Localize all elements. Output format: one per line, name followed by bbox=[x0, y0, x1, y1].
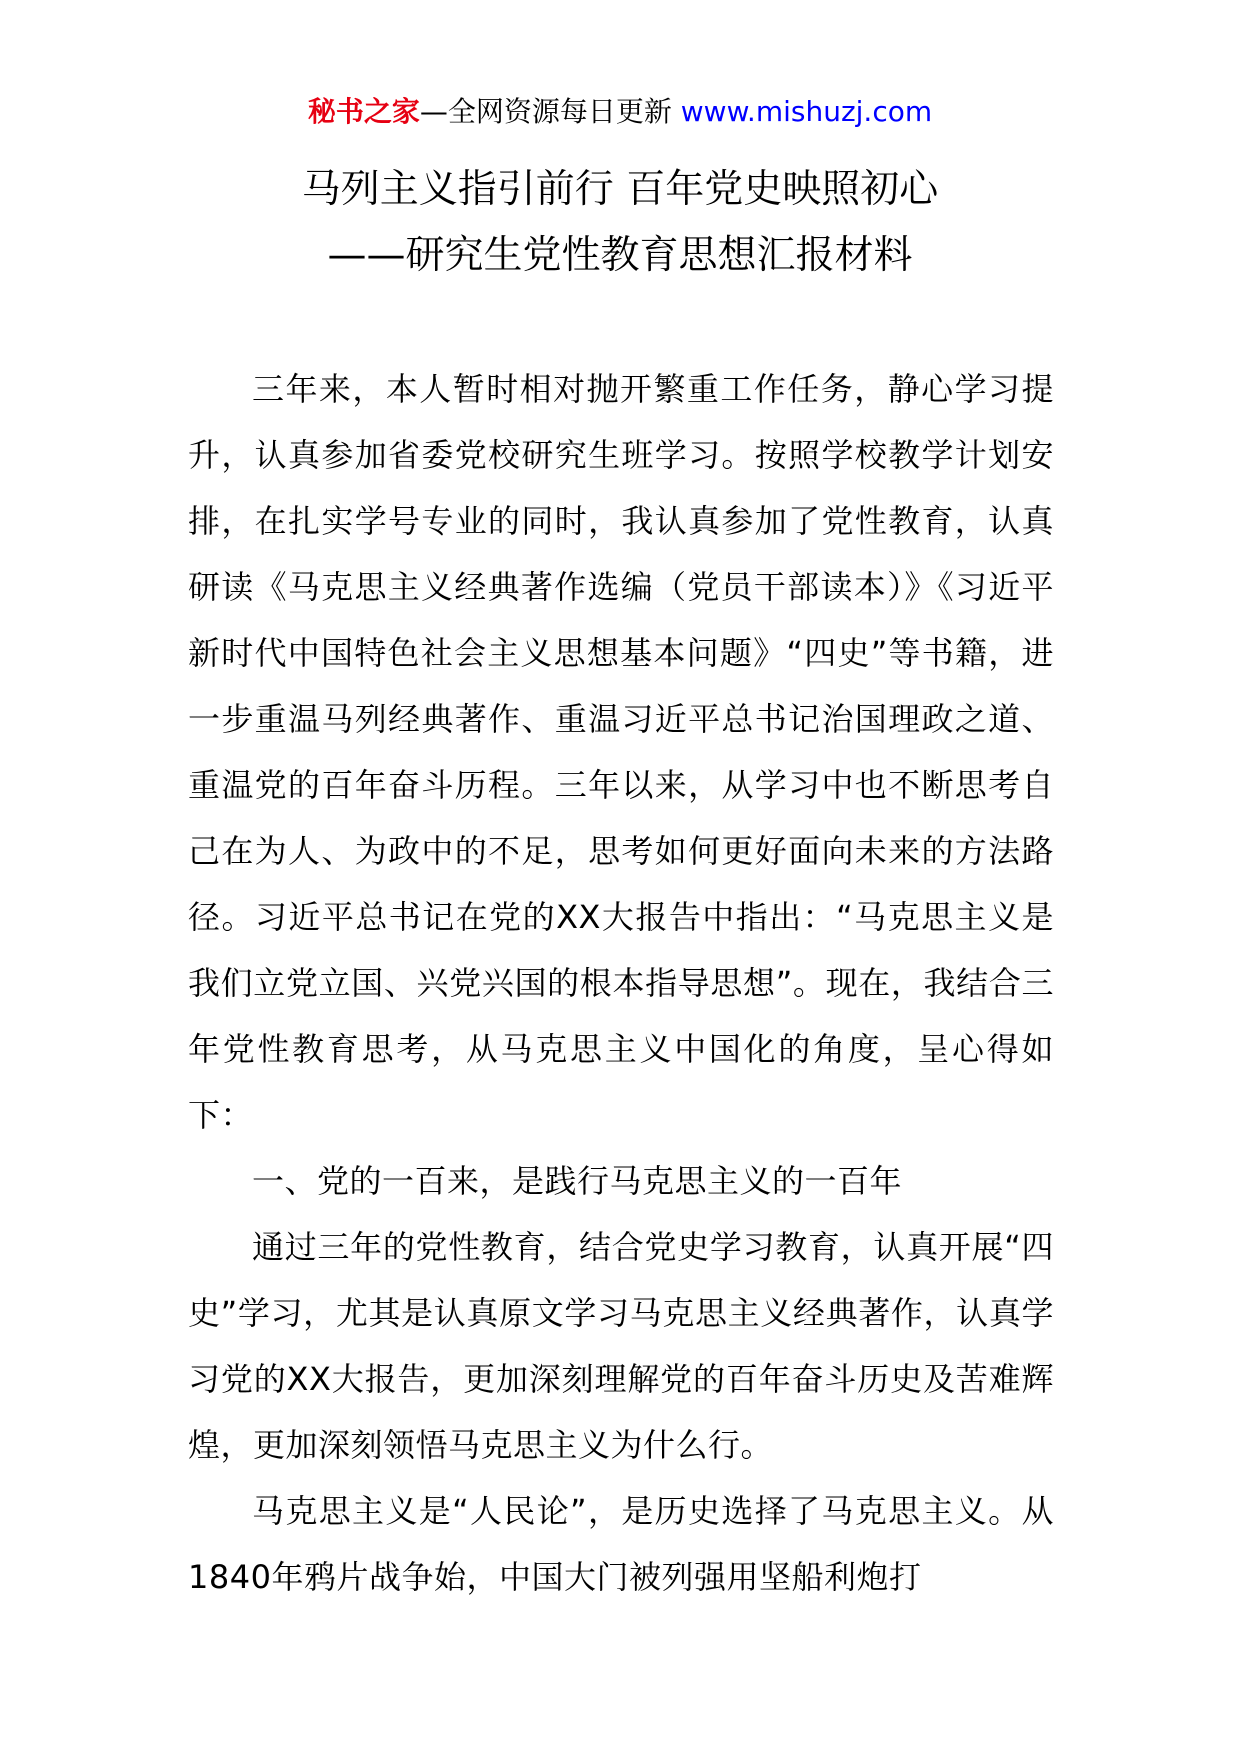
paragraph-section1-b: 马克思主义是“人民论”，是历史选择了马克思主义。从1840年鸦片战争始，中国大门被列强用坚船利炮打 bbox=[188, 1492, 1054, 1596]
brand-name: 秘书之家 bbox=[307, 95, 420, 128]
header-tagline: —全网资源每日更新 bbox=[419, 95, 681, 128]
paragraph-intro: 三年来，本人暂时相对抛开繁重工作任务，静心学习提升，认真参加省委党校研究生班学习。按照学校教学计划安排，在扎实学号专业的同时，我认真参加了党性教育，认真研读《马克思主义经典著作选编（党员干部读本）》《习近平新时代中国特色社会主义思想基本问题》“四史”等书籍，进一步重温马列经典著作、重温习近平总书记治国理政之道、重温党的百年奋斗历程。三年以来，从学习中也不断思考自己在为人、为政中的不足，思考如何更好面向未来的方法路径。习近平总书记在党的XX大报告中指出：“马克思主义是我们立党立国、兴党兴国的根本指导思想”。现在，我结合三年党性教育思考，从马克思主义中国化的角度，呈心得如下： bbox=[188, 370, 1054, 1134]
document-title: 马列主义指引前行 百年党史映照初心 bbox=[301, 167, 939, 212]
document-body bbox=[188, 356, 1054, 1610]
site-header bbox=[0, 92, 1240, 132]
paragraph-section1-a: 通过三年的党性教育，结合党史学习教育，认真开展“四史”学习，尤其是认真原文学习马克思主义经典著作，认真学习党的XX大报告，更加深刻理解党的百年奋斗历史及苦难辉煌，更加深刻领悟马克思主义为什么行。 bbox=[188, 1228, 1054, 1464]
section-heading-1: 一、党的一百来，是践行马克思主义的一百年 bbox=[252, 1162, 903, 1200]
site-url-link[interactable]: www.mishuzj.com bbox=[680, 95, 933, 128]
document-subtitle: ——研究生党性教育思想汇报材料 bbox=[327, 233, 913, 278]
